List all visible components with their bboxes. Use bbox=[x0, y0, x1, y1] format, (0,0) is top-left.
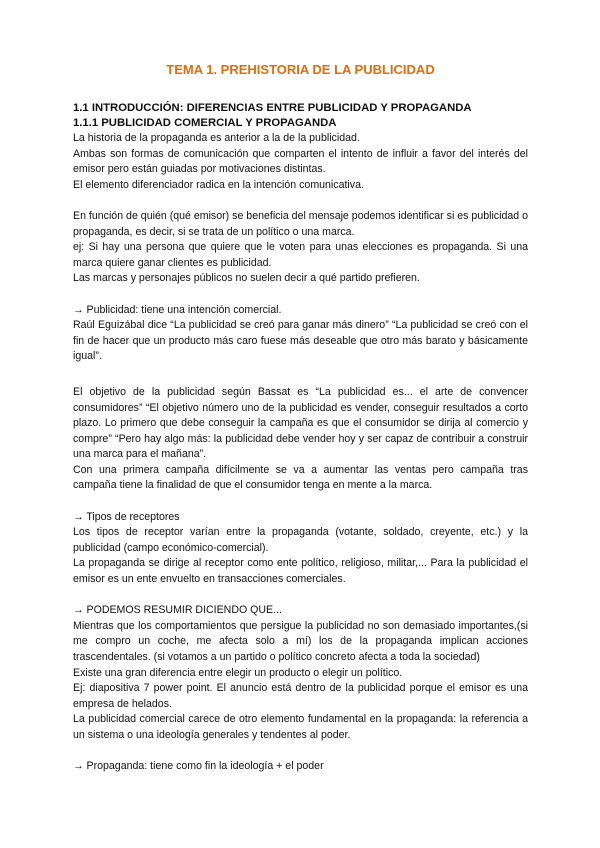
resumen-paragraph-1: Mientras que los comportamientos que persigue la publicidad no son demasiado importantes,(si me compro un coche, me afecta solo a mí) los de la propaganda implican acciones trascendentales. (si votamos a un partido o político concreto afecta a toda la sociedad) bbox=[73, 619, 528, 663]
document-title: TEMA 1. PREHISTORIA DE LA PUBLICIDAD bbox=[166, 62, 435, 77]
intro-paragraph-2: Ambas son formas de comunicación que comparten el intento de influir a favor del interés del emisor pero están guiadas por motivaciones distintas. bbox=[73, 147, 528, 176]
bassat-paragraph: El objetivo de la publicidad según Bassat es “La publicidad es... el arte de convencer consumidores” “El objetivo número uno de la publicidad es vender, conseguir resultados a corto plazo. Lo primero que debe conseguir la campaña es que el consumidor se dirija al comercio y compre” “Pero hay algo más: la publicidad debe vender hoy y ser capaz de contribuir a construir una marca para el mañana”. bbox=[73, 385, 528, 461]
receptores-paragraph-1: Los tipos de receptor varían entre la propaganda (votante, soldado, creyente, etc.) y la publicidad (campo económico-comercial). bbox=[73, 526, 528, 554]
receptores-paragraph-2: La propaganda se dirige al receptor como ente político, religioso, militar,... Para la publicidad el emisor es un ente envuelto en transacciones comerciales. bbox=[73, 557, 528, 586]
resumen-heading: → PODEMOS RESUMIR DICIENDO QUE... bbox=[73, 604, 282, 617]
receptores-heading: → Tipos de receptores bbox=[73, 510, 180, 523]
resumen-paragraph-2: Existe una gran diferencia entre elegir un producto o elegir un político. bbox=[73, 666, 403, 679]
intro-paragraph-3: El elemento diferenciador radica en la intención comunicativa. bbox=[73, 178, 364, 191]
campaign-paragraph: Con una primera campaña difícilmente se va a aumentar las ventas pero campaña tras campaña tiene la finalidad de que el consumidor tenga en mente a la marca. bbox=[73, 463, 528, 492]
eguizabal-quote: Raúl Eguizábal dice “La publicidad se creó para ganar más dinero” “La publicidad se creó con el fin de hacer que un producto más caro fuese más deseable que otro más barato y básicamente igual”. bbox=[73, 319, 528, 363]
emisor-paragraph-1: En función de quién (qué emisor) se beneficia del mensaje podemos identificar si es publicidad o propaganda, es decir, si se trata de un político o una marca. bbox=[73, 209, 528, 238]
propaganda-heading: → Propaganda: tiene como fin la ideología + el poder bbox=[73, 760, 324, 773]
emisor-paragraph-2: ej: Si hay una persona que quiere que le voten para unas elecciones es propaganda. Si una marca quiere ganar clientes es publicidad. bbox=[73, 241, 528, 269]
resumen-paragraph-3: Ej: diapositiva 7 power point. El anuncio está dentro de la publicidad porque el emisor es una empresa de helados. bbox=[73, 682, 528, 710]
emisor-paragraph-3: Las marcas y personajes públicos no suelen decir a qué partido prefieren. bbox=[73, 272, 420, 285]
publicidad-heading: → Publicidad: tiene una intención comercial. bbox=[73, 303, 282, 316]
subsection-heading: 1.1.1 PUBLICIDAD COMERCIAL Y PROPAGANDA bbox=[73, 117, 337, 129]
intro-paragraph-1: La historia de la propaganda es anterior a la de la publicidad. bbox=[73, 132, 360, 144]
document-page bbox=[73, 62, 528, 775]
resumen-paragraph-4: La publicidad comercial carece de otro elemento fundamental en la propaganda: la referencia a un sistema o una ideología generales y tendentes al poder. bbox=[73, 713, 528, 741]
section-heading: 1.1 INTRODUCCIÓN: DIFERENCIAS ENTRE PUBLICIDAD Y PROPAGANDA bbox=[73, 102, 472, 114]
